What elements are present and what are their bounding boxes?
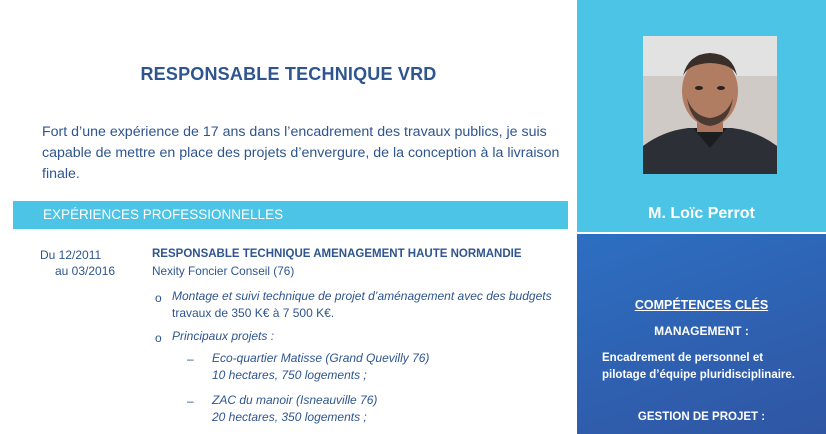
skills-project-heading: GESTION DE PROJET : xyxy=(637,411,766,423)
profile-name: M. Loïc Perrot xyxy=(648,205,755,222)
bullet-icon: o xyxy=(155,291,162,305)
section-header-experiences xyxy=(13,201,568,229)
job-date-to: au 03/2016 xyxy=(55,264,116,278)
project-detail: 10 hectares, 750 logements ; xyxy=(212,368,367,382)
job-bullet-1 xyxy=(172,288,552,322)
dash-icon: – xyxy=(187,394,194,408)
profile-photo xyxy=(643,36,777,174)
job-bullet-1-line-1: Montage et suivi technique de projet d’aménagement avec des budgets xyxy=(172,289,552,303)
project-name: Eco-quartier Matisse (Grand Quevilly 76) xyxy=(212,351,430,365)
dash-icon: – xyxy=(187,352,194,366)
summary-paragraph: Fort d’une expérience de 17 ans dans l’encadrement des travaux publics, je suis capable de mettre en place des projets d’envergure, de la conception à la livraison finale. xyxy=(42,124,560,182)
project-item xyxy=(212,350,429,384)
section-title: EXPÉRIENCES PROFESSIONNELLES xyxy=(43,207,284,222)
job-bullet-1-line-2: travaux de 350 K€ à 7 500 K€. xyxy=(172,306,335,320)
project-name: ZAC du manoir (Isneauville 76) xyxy=(212,393,378,407)
job-company: Nexity Foncier Conseil (76) xyxy=(152,264,295,278)
skills-management-heading: MANAGEMENT : xyxy=(654,324,749,338)
job-date-from: Du 12/2011 xyxy=(40,248,102,262)
project-item xyxy=(212,392,377,426)
page-title: RESPONSABLE TECHNIQUE VRD xyxy=(140,64,437,84)
project-detail: 20 hectares, 350 logements ; xyxy=(212,410,367,424)
bullet-icon: o xyxy=(155,331,162,345)
portrait-image xyxy=(643,36,777,174)
skills-title: COMPÉTENCES CLÉS xyxy=(634,298,769,312)
job-title: RESPONSABLE TECHNIQUE AMENAGEMENT HAUTE NORMANDIE xyxy=(152,248,522,260)
job-bullet-2: Principaux projets : xyxy=(172,329,275,343)
skills-management-text: Encadrement de personnel et pilotage d’équipe pluridisciplinaire. xyxy=(602,352,795,381)
